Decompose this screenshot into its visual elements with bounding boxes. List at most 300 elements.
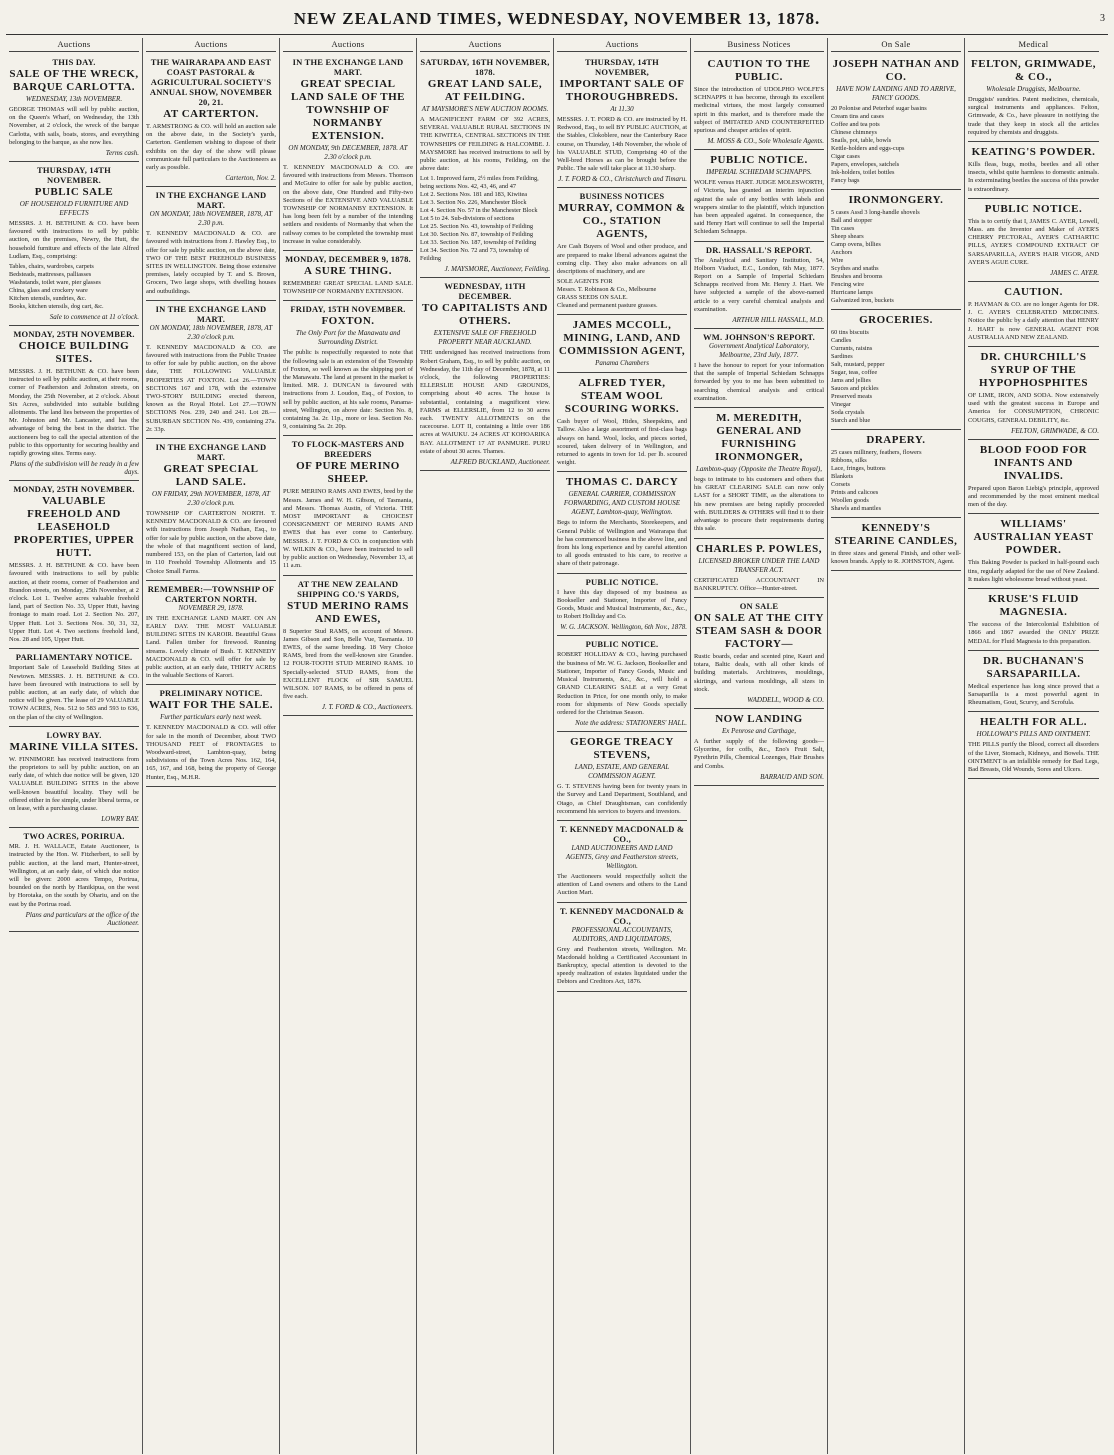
column-heading: Business Notices	[694, 38, 824, 52]
ad-body: T. KENNEDY MACDONALD & CO. will offer for sale in the month of December, about TWO THOUSAND FEET of FRONTAGES to Woodward-street, Lambton-quay, being subdivisions of the Town Acres Nos. 162, 164, 165, 167, and 168, being the property of George Hunter, Esq., M.H.R.	[146, 724, 276, 781]
advertisement	[9, 162, 139, 326]
ad-body: Are Cash Buyers of Wool and other produce, and are prepared to make liberal advances against the coming clip. They also make advances on all descriptions of machinery, and are	[557, 243, 687, 276]
ad-list-item: Cigar cases	[831, 153, 860, 160]
ad-sub: HAVE NOW LANDING AND TO ARRIVE, FANCY GOODS.	[836, 85, 956, 102]
ad-list-item: SOLE AGENTS FOR	[557, 278, 613, 286]
ad-heading: VALUABLE FREEHOLD AND LEASEHOLD PROPERTIES, UPPER HUTT.	[13, 495, 135, 560]
ad-sub: ON MONDAY, 18th NOVEMBER, 1878, AT 2.30 p.m.	[149, 210, 273, 228]
ad-list	[420, 175, 550, 263]
ad-title: AT THE NEW ZEALAND SHIPPING CO.'S YARDS,	[297, 578, 399, 599]
ad-body: W. FINNIMORE has received instructions from the proprietors to sell by public auction, on an early date, of which due notice will be given, 120 VALUABLE BUILDING SITES in the above well-known beautiful locality. They will be offered either in fee simple, under liberal terms, or on lease, with a purchasing clause.	[9, 755, 139, 812]
ad-sub: Wholesale Druggists, Melbourne.	[986, 85, 1081, 93]
ad-list-item: Tin cases	[831, 225, 855, 232]
ad-title: WM. JOHNSON'S REPORT.	[703, 332, 815, 343]
ad-list-item: Ball and stopper	[831, 217, 873, 224]
advertisement	[968, 54, 1099, 142]
ad-list-item: Bedsteads, mattresses, palliasses	[9, 271, 92, 279]
advertisement	[831, 310, 961, 430]
advertisement	[694, 242, 824, 329]
ad-heading: MARINE VILLA SITES.	[9, 740, 139, 753]
ad-list-item: Preserved meats	[831, 393, 873, 400]
ad-body: TOWNSHIP OF CARTERTON NORTH. T. KENNEDY MACDONALD & CO. are favoured with instructions from Joseph Nathan, Esq., to offer for sale by public auction, on the above date, the whole of that magnificent section of land, numbered 153, on the plan of Carterton, laid out in 110 Freehold Township Allotments and 15 Choice Small Farms.	[146, 510, 276, 575]
ad-list-item: Fencing wire	[831, 281, 865, 288]
ad-list-item: Lot 25. Section No. 43, township of Feilding	[420, 223, 533, 231]
ad-body: P. HAYMAN & CO. are no longer Agents for DR. J. C. AYER'S CELEBRATED MEDICINES. Notice the public by a daily attention that HENRY J. HART is now GENERAL AGENT FOR AUSTRALIA AND NEW ZEALAND.	[968, 301, 1099, 341]
ad-heading: MURRAY, COMMON & CO., STATION AGENTS,	[558, 202, 686, 241]
ad-heading: JOSEPH NATHAN AND CO.	[832, 58, 960, 83]
ad-list-item: Currants, raisins	[831, 345, 873, 352]
ad-title: TWO ACRES, PORIRUA.	[23, 831, 125, 842]
ad-body: 8 Superior Stud RAMS, on account of Messrs. James Gibson and Son, Belle Vue, Tasmania. 10 EWES, of the same breeding. 18 Very Choice RAMS, bred from the well-known sire Grandee. 12 FOUR-TOOTH STUD MERINO RAMS. 10 Specially-selected STUD RAMS, from the EXCELLENT FLOCK of SIR SAMUEL WILSON. 107 RAMS, to be offered in pens of five each.	[283, 627, 413, 701]
ad-sign: W. G. JACKSON. Wellington, 6th Nov., 1878.	[560, 623, 687, 632]
ad-list-item: Lot 34. Section No. 72 and 73, township of Feilding	[420, 247, 529, 263]
advertisement	[9, 54, 139, 162]
advertisement	[557, 903, 687, 992]
ad-list-item: Ink-holders, toilet bottles	[831, 169, 895, 176]
ad-heading: WILLIAMS' AUSTRALIAN YEAST POWDER.	[973, 518, 1094, 557]
column-4	[417, 38, 554, 1454]
ad-body: IN THE EXCHANGE LAND MART. ON AN EARLY DAY. THE MOST VALUABLE BUILDING SITES IN KAROIR. Beautiful Grass Land. Fallen timber for firewood. Running streams. Lovely climate of Bush. T. KENNEDY MACDONALD & CO. will offer for sale by public auction, at an early date, THIRTY ACRES in the valuable Sections of Karori.	[146, 614, 276, 680]
ad-list-item: 20 Polonise and Peterhof sugar basins	[831, 105, 927, 112]
ad-sign: WADDELL, WOOD & CO.	[747, 695, 824, 704]
advertisement	[146, 301, 276, 439]
ad-body: WOLFE versus HART. JUDGE MOLESWORTH, of Victoria, has granted an interim injunction against the sale of any bottles with labels and wrappers similar to the plaintiff, which injunction has been appealed against. In consequence, the said Henry Hart will continue to sell the Imperial Schiedam Schnapps.	[694, 179, 824, 236]
ad-body: G. T. STEVENS having been for twenty years in the Survey and Land Department, Southland, and Otago, as Chief Draughtsman, can confidently recommend his services to buyers and investors.	[557, 783, 687, 815]
ad-sub: GENERAL CARRIER, COMMISSION FORWARDING, AND CUSTOM HOUSE AGENT, Lambton-quay, Wellington.	[563, 490, 681, 517]
advertisement	[694, 329, 824, 408]
ad-sub: Further particulars early next week.	[160, 713, 262, 722]
ad-body: This Baking Powder is packed in half-pound each tins, regularly adapted for the use of New Zealand. It makes light wholesome bread without yeast.	[968, 559, 1099, 583]
ad-heading: THOMAS C. DARCY	[565, 476, 679, 489]
ad-title: ON SALE	[739, 600, 779, 611]
ad-list-item: Messrs. T. Robinson & Co., Melbourne	[557, 286, 657, 294]
ad-body: Rustic boards, cedar and scented pine, Kauri and totara, Baltic deals, with all other kinds of building materials. Architraves, mouldings, skirtings, and various mouldings, all sizes in stock.	[694, 652, 824, 693]
ad-sub: ON FRIDAY, 29th NOVEMBER, 1878, AT 2.30 o'clock p.m.	[152, 490, 270, 508]
ad-list-item: Lot 4. Section No. 57 in the Manchester Block	[420, 207, 538, 215]
ad-heading: M. MEREDITH, GENERAL AND FURNISHING IRONMONGER,	[715, 412, 803, 464]
advertisement	[557, 636, 687, 732]
ad-body: THE undersigned has received instructions from Robert Graham, Esq., to sell by public auction, on Wednesday, the 11th day of December, 1878, at 11 o'clock, the following PROPERTIES: ELLERSLIE HOUSE AND GROUNDS, comprising about 40 acres. The house is substantial, containing a magnificent view. FARMS at ELLERSLIE, from 12 to 30 acres each. TWENTY ALLOTMENTS on the racecourse. LOT II, containing a little over 186 acres at WAIUKU. 24 ACRES AT KOHOARIKA BAY. ALLOTMENT 17 AT PANMURE. PURU estate of about 30 acres. Thames.	[420, 349, 550, 455]
ad-list-item: Lot 5 to 24. Sub-divisions of sections	[420, 215, 515, 223]
ad-body: Important Sale of Leasehold Building Sites at Newtown. MESSRS. J. H. BETHUNE & CO. have been favoured with instructions to sell by public auction, at an early date, of which due notice will be given. The lease of 29 VALUABLE TOWN ACRES, Nos. 512 to 583 and 593 to 636, on the plan of the city of Wellington.	[9, 664, 139, 721]
advertisement	[968, 712, 1099, 779]
ad-list-item: Anchors	[831, 249, 853, 256]
column-1	[6, 38, 143, 1454]
ad-list-item: Sardines	[831, 353, 853, 360]
ad-body: The Analytical and Sanitary Institution, 54, Holborn Viaduct, E.C., London, 6th May, 1877. Report on a Sample of Imperial Schiedam Schnapps received from Mr. Henry J. Hart. We have subjected a sample of the above-named article to a very careful chemical analysis and examination.	[694, 256, 824, 313]
ad-heading: CHARLES P. POWLES,	[696, 542, 822, 555]
ad-title: IN THE EXCHANGE LAND MART.	[155, 442, 267, 463]
ad-list-item: Vinegar	[831, 401, 851, 408]
column-heading: Medical	[968, 38, 1099, 52]
ad-heading: TO CAPITALISTS AND OTHERS.	[422, 302, 548, 328]
ad-body: ROBERT HOLLIDAY & CO., having purchased the business of Mr. W. G. Jackson, Bookseller and Stationer, Importer of Fancy Goods, Music and Musical Instruments, &c., &c., will hold a GRAND CLEARING SALE at a very Great Reduction in Price, for one month only, to make room for shipments of New Goods specially ordered for the Christmas Season.	[557, 651, 687, 716]
ad-sub: ON MONDAY, 18th NOVEMBER, 1878, AT 2.30 o'clock p.m.	[149, 323, 273, 341]
column-5	[554, 38, 691, 1454]
ad-heading: GEORGE TREACY STEVENS,	[570, 736, 674, 762]
ad-heading: GREAT LAND SALE, AT FEILDING.	[427, 78, 543, 103]
ad-body: T. KENNEDY MACDONALD & CO. are favoured with instructions from J. Hawley Esq., to offer for sale by public auction, on the above date, TWO OF THE BEST FREEHOLD BUSINESS SITES IN WELLINGTON. Being those extensive premises, lately occupied by T. and S. Brown, Grocers, Two large shops, with dwelling houses and outbuildings.	[146, 230, 276, 295]
columns	[6, 38, 1108, 1454]
ad-body: I have this day disposed of my business as Bookseller and Stationer, Importer of Fancy Goods, Music and Musical Instruments, &c., &c., to Robert Holliday and Co.	[557, 588, 687, 621]
ad-body: MESSRS. J. T. FORD & CO. are instructed by H. Redwood, Esq., to sell BY PUBLIC AUCTION, at the Stables, Clokoblere, near the Canterbury Race course, on Thursday, 14th November, the whole of his VALUABLE STUD, Comprising 40 of the Well-bred Horses as can be brought before the Public. The sale will take place at 11.30 sharp.	[557, 116, 687, 173]
ad-title: PARLIAMENTARY NOTICE.	[15, 652, 133, 663]
ad-body: begs to intimate to his customers and others that his GREAT CLEARING SALE can now only LAST for a SHORT TIME, as the alterations to his new premises are being rapidly proceeded with. BUILDERS & OTHERS will find it to their advantage to procure their requirements during this sale.	[694, 476, 824, 533]
advertisement	[9, 326, 139, 481]
ad-list-item: Hurricane lamps	[831, 289, 873, 296]
column-heading: Auctions	[420, 38, 550, 52]
ad-list-item: Woollen goods	[831, 497, 869, 504]
ad-title: TO FLOCK-MASTERS AND BREEDERS	[291, 439, 405, 460]
advertisement	[420, 278, 550, 471]
ad-sub: Ex Penrose and Carthage,	[721, 726, 796, 735]
column-heading: Auctions	[557, 38, 687, 52]
masthead	[6, 4, 1108, 35]
advertisement	[557, 54, 687, 188]
ad-list-item: Coffee and tea pots	[831, 121, 880, 128]
ad-body: GEORGE THOMAS will sell by public auction, on the Queen's Wharf, on Wednesday, the 13th November, at 2 o'clock, the wreck of the barque Carlotta, with sails, boats, stores, and everything belonging to the barque, as she now lies.	[9, 106, 139, 146]
ad-list	[9, 263, 139, 311]
ad-sign: J. T. FORD & CO., Christchurch and Timaru.	[558, 175, 687, 184]
ad-body: The Auctioneers would respectfully solicit the attention of Land owners and others to the Land Auction Mart.	[557, 872, 687, 897]
ad-heading: IMPORTANT SALE OF THOROUGHBREDS.	[559, 78, 685, 103]
ad-sign: Carterton, Nov. 2.	[225, 174, 276, 183]
ad-sign: M. MOSS & CO., Sole Wholesale Agents.	[707, 137, 824, 146]
advertisement	[831, 54, 961, 190]
ad-body: MESSRS. J. H. BETHUNE & CO. have been favoured with instructions to sell by public auction, at their rooms, corner of Featherston and Brandon streets, on Monday, 25th November, at 2 o'clock. Lot 1. Twelve acres valuable freehold land, part of Section No. 33, Upper Hutt, having frontage to main road. Lot 2. Section No. 207, Upper Hutt. Lot 3. Sections Nos. 30, 31, 32, Upper Hutt. Lot 4. Two sections freehold land, Nos. 28 and 105, Upper Hutt.	[9, 562, 139, 644]
ad-heading: IRONMONGERY.	[848, 194, 944, 206]
ad-list-item: Brushes and brooms	[831, 273, 883, 280]
ad-heading: PUBLIC SALE	[34, 186, 114, 199]
advertisement	[557, 574, 687, 637]
ad-list-item: Salt, mustard, pepper	[831, 361, 885, 368]
advertisement	[146, 187, 276, 301]
ad-list-item: Sugar, teas, coffee	[831, 369, 878, 376]
ad-heading: OF PURE MERINO SHEEP.	[296, 460, 400, 486]
ad-body: Medical experience has long since proved that a Sarsaparilla is a most powerful agent in Rheumatism, Gout, Scurvy, and Scrofula.	[968, 682, 1099, 707]
ad-list	[831, 449, 961, 513]
advertisement	[283, 576, 413, 717]
column-heading: Auctions	[9, 38, 139, 52]
ad-list-item: GRASS SEEDS ON SALE.	[557, 294, 628, 302]
ad-sign: ARTHUR HILL HASSALL, M.D.	[732, 316, 824, 325]
ad-body: Kills fleas, bugs, moths, beetles and all other insects, whilst quite harmless to domestic animals. In exterminating beetles the success of this powder is extraordinary.	[968, 161, 1099, 193]
ad-sign: Plans and particulars at the office of the Auctioneer.	[25, 910, 139, 927]
ad-body: PURE MERINO RAMS AND EWES, bred by the Messrs. James and W. H. Gibson, of Tasmania, and Messrs. Thomas Austin, of Victoria. THE MOST IMPORTANT & CHOICEST CONSIGNMENT OF MERINO RAMS AND EWES that has ever come to Canterbury. MESSRS. J. T. FORD & CO. in conjunction with W. WILKIN & CO., have been instructed to sell by public auction on Wednesday, November 13, at 11 a.m.	[283, 488, 413, 570]
ad-sub: LAND AUCTIONEERS AND LAND AGENTS, Grey and Featherston streets, Wellington.	[565, 843, 679, 870]
ad-heading: FOXTON.	[321, 315, 375, 328]
advertisement	[9, 828, 139, 932]
advertisement	[283, 301, 413, 436]
ad-title: THURSDAY, 14TH NOVEMBER.	[37, 165, 111, 186]
ad-heading: NOW LANDING	[715, 712, 803, 725]
ad-heading: DRAPERY.	[866, 434, 926, 446]
ad-title: REMEMBER:—TOWNSHIP OF CARTERTON NORTH.	[147, 583, 275, 604]
advertisement	[831, 190, 961, 310]
ad-heading: AT CARTERTON.	[163, 108, 259, 120]
ad-sub: PROFESSIONAL ACCOUNTANTS, AUDITORS, AND LIQUIDATORS,	[571, 925, 673, 943]
advertisement	[694, 54, 824, 150]
advertisement	[694, 598, 824, 709]
advertisement	[557, 821, 687, 903]
ad-list-item: Fancy bags	[831, 177, 860, 184]
ad-title: T. KENNEDY MACDONALD & CO.,	[559, 823, 685, 844]
column-3	[280, 38, 417, 1454]
ad-sign: JAMES C. AYER.	[1050, 269, 1099, 278]
ad-body: in three sizes and general Finish, and other well-known brands. Apply to R. JOHNSTON, Agent.	[831, 550, 961, 566]
ad-title: BUSINESS NOTICES	[579, 191, 665, 202]
ad-heading: PUBLIC NOTICE.	[710, 154, 808, 167]
ad-list-item: Kitchen utensils, sundries, &c.	[9, 295, 87, 303]
advertisement	[557, 472, 687, 573]
advertisement	[831, 430, 961, 518]
ad-heading: KEATING'S POWDER.	[971, 146, 1096, 159]
ad-list-item: 25 cases millinery, feathers, flowers	[831, 449, 922, 456]
column-8	[965, 38, 1102, 1454]
ad-heading: CHOICE BUILDING SITES.	[18, 340, 130, 366]
ad-list-item: Sauces and pickles	[831, 385, 879, 392]
ad-heading: KRUSE'S FLUID MAGNESIA.	[988, 593, 1079, 619]
page-number: 3	[1100, 13, 1106, 24]
ad-list-item: Lot 33. Section No. 187, township of Feilding	[420, 239, 537, 247]
ad-body: T. KENNEDY MACDONALD & CO. are favoured with instructions from Messrs. Thomson and McGuire to offer for sale by public auction, on the above date, One Hundred and Fifty-two Sections of the EXTENSIVE AND VALUABLE TOWNSHIP OF NORMANBY EXTENSION. It has long been felt by a number of the intending settlers and residents of Normanby that when the railway comes to be completed the township must increase in value considerably.	[283, 164, 413, 245]
ad-title: SATURDAY, 16TH NOVEMBER, 1878.	[420, 57, 550, 77]
ad-list	[557, 278, 687, 310]
ad-body: Druggists' sundries. Patent medicines, chemicals, surgical instruments and appliances. Felton, Grimwade, & Co., have pleasure in notifying the trade that they keep in stock all the articles required by chemists and druggists.	[968, 96, 1099, 136]
ad-title: MONDAY, 25TH NOVEMBER.	[13, 484, 135, 495]
ad-list-item: Starch and blue	[831, 417, 871, 424]
column-heading: Auctions	[146, 38, 276, 52]
ad-heading: STUD MERINO RAMS AND EWES,	[287, 599, 409, 625]
ad-title: DR. HASSALL'S REPORT.	[705, 244, 813, 255]
advertisement	[968, 142, 1099, 199]
ad-list	[831, 329, 961, 425]
ad-title: LOWRY BAY.	[46, 729, 102, 740]
advertisement	[146, 54, 276, 187]
ad-body: MESSRS. J. H. BETHUNE & CO. have been favoured with instructions to sell by public auction, on the premises, Newry, the Hutt, the household furniture and effects of the late Alfred Ludlam, Esq., comprising:	[9, 220, 139, 260]
advertisement	[9, 727, 139, 828]
ad-list-item: 5 cases Assd 3 long-handle shovels	[831, 209, 920, 216]
ad-title: PRELIMINARY NOTICE.	[159, 688, 263, 699]
ad-heading: WAIT FOR THE SALE.	[148, 699, 274, 712]
advertisement	[694, 408, 824, 538]
ad-sign: FELTON, GRIMWADE, & CO.	[1011, 426, 1099, 435]
advertisement	[146, 581, 276, 686]
advertisement	[968, 589, 1099, 651]
ad-sign: ALFRED BUCKLAND, Auctioneer.	[450, 458, 550, 467]
advertisement	[968, 514, 1099, 589]
ad-body: The success of the Intercolonial Exhibition of 1866 and 1867 awarded the ONLY PRIZE MEDAL for Fluid Magnesia to this preparation.	[968, 621, 1099, 645]
advertisement	[9, 481, 139, 649]
ad-heading: GREAT SPECIAL LAND SALE OF THE TOWNSHIP OF NORMANBY EXTENSION.	[290, 78, 406, 142]
advertisement	[968, 440, 1099, 515]
ad-list-item: Snails, pot, table, bowls	[831, 137, 892, 144]
ad-title: PUBLIC NOTICE.	[585, 639, 659, 650]
ad-title: THE WAIRARAPA AND EAST COAST PASTORAL & AGRICULTURAL SOCIETY'S ANNUAL SHOW, NOVEMBER 20, 21.	[149, 57, 273, 107]
ad-sub: LAND, ESTATE, AND GENERAL COMMISSION AGENT.	[574, 763, 670, 781]
ad-list-item: Lot 1. Improved farm, 2½ miles from Feilding, being sections Nos. 42, 43, 46, and 47	[420, 175, 539, 191]
ad-body: This is to certify that I, JAMES C. AYER, Lowell, Mass. am the Inventor and Maker of AYER'S CHERRY PECTORAL, AYER'S CATHARTIC PILLS, AYER'S COMPOUND EXTRACT OF SARSAPARILLA, AYER'S HAIR VIGOR, AND AYER'S AGUE CURE.	[968, 217, 1099, 266]
ad-sub: Government Analytical Laboratory, Melbourne, 23rd July, 1877.	[709, 342, 809, 360]
ad-title: THIS DAY.	[52, 57, 96, 67]
ad-list-item: Chinese chimneys	[831, 129, 877, 136]
ad-list-item: Prints and calicoes	[831, 489, 879, 496]
ad-list-item: Soda crystals	[831, 409, 865, 416]
ad-title: FRIDAY, 15TH NOVEMBER.	[290, 304, 406, 315]
advertisement	[420, 54, 550, 278]
ad-title: THURSDAY, 14TH NOVEMBER,	[585, 57, 659, 77]
ad-list-item: China, glass and crockery ware	[9, 287, 88, 295]
ad-body: THE PILLS purify the Blood, correct all disorders of the Liver, Stomach, Kidneys, and Bowels. THE OINTMENT is an infallible remedy for Bad Legs, Bad Breasts, Old Wounds, Sores and Ulcers.	[968, 741, 1099, 773]
advertisement	[9, 649, 139, 726]
ad-body: Since the introduction of UDOLPHO WOLFE'S SCHNAPPS it has become, through its excellent medicinal virtues, the most largely consumed spirit in this market, and is therefore made the subject of IMITATED AND COUNTERFEITED spurious and cheaper articles of spirit.	[694, 86, 824, 135]
ad-list-item: Blankets	[831, 473, 854, 480]
ad-list-item: Kettle-holders and eggs-cups	[831, 145, 905, 152]
advertisement	[694, 709, 824, 786]
ad-body: I have the honour to report for your information that the sample of Imperial Schiedam Schnapps forwarded by you to me has been submitted to searching chemical analysis and critical examination.	[694, 362, 824, 402]
ad-heading: PUBLIC NOTICE.	[984, 202, 1083, 215]
ad-body: Grey and Featherston streets, Wellington. Mr. Macdonald holding a Certificated Accountant in Bankruptcy, special attention is devoted to the speedy realization of estates liquidated under the Debtors and Creditors Act, 1876.	[557, 945, 687, 986]
ad-body: Begs to inform the Merchants, Storekeepers, and General Public of Wellington and Wairarapa that he has commenced business in the above line, and from his long experience and by careful attention to all goods entrusted to his care, to receive a share of their patronage.	[557, 519, 687, 568]
ad-sign: Terms cash.	[105, 149, 139, 158]
ad-sign: J. MAYSMORE, Auctioneer, Feilding.	[444, 265, 550, 274]
ad-body: Cash buyer of Wool, Hides, Sheepskins, and Tallow. Also a large assortment of first-class bags always on hand. Wool, locks, and pieces sorted, scoured, taken delivery of in Wellington, and returned to agents in town for 1d. per lb. scoured weight.	[557, 418, 687, 467]
ad-title: IN THE EXCHANGE LAND MART.	[292, 57, 404, 77]
ad-list	[831, 209, 961, 305]
ad-heading: GROCERIES.	[859, 314, 933, 326]
column-heading: On Sale	[831, 38, 961, 52]
ad-list-item: Shawls and mantles	[831, 505, 882, 512]
ad-sub: ON MONDAY, 9th DECEMBER, 1878. AT 2.30 o'clock p.m.	[288, 144, 408, 161]
ad-sign: Plans of the subdivision will be ready in a few days.	[9, 460, 139, 477]
ad-list-item: Sheep shears	[831, 233, 864, 240]
ad-list-item: Lot 3. Section No. 226, Manchester Block	[420, 199, 527, 207]
ad-sub: The Only Port for the Manawatu and Surrounding District.	[295, 329, 401, 347]
ad-body: The public is respectfully requested to note that the following sale is an extension of the Township of Foxton, so well known as the shipping port of the Manawatu. The land at present in the market is limited. MR. J. DUNCAN is favoured with instructions from J. Loudon, Esq., of Foxton, to sell by public auction, at his sale rooms, Panama-street, Wellington, on above date: Section No. 8, containing 3a. 2r. 11p., more or less. Section No. 9, containing 5a. 2r. 20p.	[283, 349, 413, 431]
advertisement	[694, 539, 824, 598]
advertisement	[283, 54, 413, 251]
ad-list-item: Galvanized iron, buckets	[831, 297, 894, 304]
ad-title: MONDAY, DECEMBER 9, 1878.	[285, 254, 411, 265]
ad-list-item: Books, kitchen utensils, dog cart, &c.	[9, 303, 104, 311]
ad-heading: A SURE THING.	[304, 265, 392, 278]
ad-list-item: Corsets	[831, 481, 850, 488]
ad-sub: HOLLOWAY'S PILLS AND OINTMENT.	[976, 730, 1091, 739]
advertisement	[968, 347, 1099, 440]
ad-heading: DR. CHURCHILL'S SYRUP OF THE HYPOPHOSPHITES	[978, 351, 1089, 390]
ad-body: T. KENNEDY MACDONALD & CO. are favoured with instructions from the Public Trustee to offer for sale by public auction, on the above date, THE FOLLOWING VALUABLE PROPERTIES AT FOXTON. Lot 26.—TOWN SECTIONS 167 and 178, with the extensive TWO-STORY BUILDING erected thereon, known as the Royal Hotel. Lot 27.—TOWN SECTIONS Nos. 239, 240 and 241. Lot 28.—SUBURBAN SECTION No. 439, containing 27a. 2r. 33p.	[146, 343, 276, 433]
advertisement	[968, 199, 1099, 282]
ad-list-item: Lot 2. Sections Nos. 181 and 183, Kiwitea	[420, 191, 528, 199]
ad-heading: DR. BUCHANAN'S SARSAPARILLA.	[982, 654, 1085, 680]
advertisement	[557, 188, 687, 315]
ad-body: CERTIFICATED ACCOUNTANT IN BANKRUPTCY. Office—Hunter-street.	[694, 576, 824, 592]
ad-list-item: 60 tins biscuits	[831, 329, 869, 336]
advertisement	[146, 439, 276, 581]
ad-title: MONDAY, 25TH NOVEMBER.	[13, 329, 135, 340]
ad-sub: At 11.30	[610, 105, 634, 113]
ad-list-item: Jams and jellies	[831, 377, 871, 384]
ad-list-item: Lot 30. Section No. 87, township of Feilding	[420, 231, 533, 239]
ad-sub: AT MAYSMORE'S NEW AUCTION ROOMS.	[421, 105, 549, 113]
ad-list-item: Tables, chairs, wardrobes, carpets	[9, 263, 94, 271]
ad-body: MR. J. H. WALLACE, Estate Auctioneer, is instructed by the Hon. W. Fitzherbert, to sell by public auction, at the land mart, Hunter-street, Wellington, at an early date, of which due notice will be given: 2000 acres Tempo, Porirua, bounded on the north by Hanikipua, on the west by Horotaka, on the south by Ohariu, and on the east by the Porirua road.	[9, 843, 139, 908]
ad-sign: J. T. FORD & CO., Auctioneers.	[321, 703, 413, 712]
ad-heading: ON SALE AT THE CITY STEAM SASH & DOOR FACTORY—	[694, 611, 824, 650]
ad-sub: Lambton-quay (Opposite the Theatre Royal),	[696, 465, 822, 474]
advertisement	[146, 685, 276, 786]
ad-heading: SALE OF THE WRECK, BARQUE CARLOTTA.	[9, 68, 139, 93]
masthead-title: NEW ZEALAND TIMES, WEDNESDAY, NOVEMBER 13, 1878.	[293, 9, 821, 28]
ad-list-item: Wire	[831, 257, 844, 264]
ad-heading: BLOOD FOOD FOR INFANTS AND INVALIDS.	[979, 443, 1088, 482]
advertisement	[283, 436, 413, 575]
advertisement	[283, 251, 413, 301]
ad-list-item: Washstands, toilet ware, pier glasses	[9, 279, 101, 287]
advertisement	[557, 315, 687, 373]
advertisement	[694, 150, 824, 241]
ad-sub: IMPERIAL SCHIEDAM SCHNAPPS.	[706, 168, 812, 177]
advertisement	[968, 282, 1099, 347]
advertisement	[557, 373, 687, 472]
ad-title: IN THE EXCHANGE LAND MART.	[155, 190, 267, 211]
ad-list-item: Papers, envelopes, satchels	[831, 161, 900, 168]
ad-title: T. KENNEDY MACDONALD & CO.,	[559, 905, 685, 926]
ad-body: REMEMBER! GREAT SPECIAL LAND SALE. TOWNSHIP OF NORMANBY EXTENSION.	[283, 280, 413, 296]
ad-body: MESSRS. J. H. BETHUNE & CO. have been instructed to sell by public auction, at their rooms, corner of Featherston and Johnston streets, on Monday, the 25th November, at 2 o'clock. About Six Acres, subdivided into suitable building allotments. The land lies between the properties of Mr. Johnston and Mr. Lancaster, and has the advantage of being the best in the district. The auctioneers beg to call the special attention of the public to this opportunity for securing healthy and rapidly growing sites. Terms easy.	[9, 368, 139, 458]
ad-sub: WEDNESDAY, 13th NOVEMBER.	[25, 95, 123, 103]
ad-heading: KENNEDY'S STEARINE CANDLES,	[834, 522, 958, 547]
advertisement	[557, 732, 687, 821]
ad-body: OF LIME, IRON, AND SODA. Now extensively used with the greatest success in Europe and America for CONSUMPTION, CHRONIC COUGHS, GENERAL DEBILITY, &c.	[968, 392, 1099, 424]
ad-sign: LOWRY BAY.	[101, 815, 139, 824]
ad-heading: CAUTION.	[1004, 286, 1063, 299]
ad-heading: HEALTH FOR ALL.	[979, 716, 1088, 729]
ad-heading: GREAT SPECIAL LAND SALE.	[163, 463, 259, 489]
ad-list-item: Lace, fringes, buttons	[831, 465, 886, 472]
ad-heading: JAMES MCCOLL, MINING, LAND, AND COMMISSION AGENT,	[558, 319, 686, 358]
column-2	[143, 38, 280, 1454]
ad-body: T. ARMSTRONG & CO. will hold an auction sale on the above date, in the Society's yards, Carterton. Gentlemen wishing to dispose of their exhibits on the day of the show will please communicate full particulars to the Auctioneers as early as possible.	[146, 123, 276, 172]
ad-heading: CAUTION TO THE PUBLIC.	[707, 58, 811, 83]
ad-title: WEDNESDAY, 11TH DECEMBER.	[444, 281, 526, 302]
ad-sub: LICENSED BROKER UNDER THE LAND TRANSFER ACT.	[698, 556, 820, 574]
ad-sign: Sale to commence at 11 o'clock.	[49, 313, 139, 322]
ad-list-item: Scythes and snaths	[831, 265, 879, 272]
ad-sign: Note the address: STATIONERS' HALL.	[575, 719, 687, 728]
ad-list-item: Cream tins and cases	[831, 113, 884, 120]
ad-sign: BARRAUD AND SON.	[760, 772, 824, 781]
ad-heading: ALFRED TYER, STEAM WOOL SCOURING WORKS.	[564, 377, 680, 416]
ad-sub: Panama Chambers	[595, 359, 649, 368]
ad-list-item: Camp ovens, billies	[831, 241, 881, 248]
ad-body: Prepared upon Baron Liebig's principle, approved and recommended by the most eminent medical men of the day.	[968, 484, 1099, 509]
ad-list-item: Ribbons, silks	[831, 457, 867, 464]
column-heading: Auctions	[283, 38, 413, 52]
ad-body: A further supply of the following goods— Glycerine, for coffs, &c., Eno's Fruit Salt, Pyrethrin Pills, Chemical Lozenges, Hair Brushes and Combs.	[694, 737, 824, 770]
ad-sub: NOVEMBER 29, 1878.	[178, 603, 244, 612]
ad-title: PUBLIC NOTICE.	[585, 576, 659, 587]
ad-list	[831, 105, 961, 185]
ad-body: A MAGNIFICENT FARM OF 392 ACRES, SEVERAL VALUABLE RURAL SECTIONS IN THE KIWITEA, CENTRAL SECTIONS IN THE TOWNSHIPS OF FEILDING & HALCOMBE. J. MAYSMORE has received instructions to sell by public auction, at his rooms, Feilding, on the above date:	[420, 116, 550, 173]
ad-sub: OF HOUSEHOLD FURNITURE AND EFFECTS	[19, 200, 129, 218]
ad-list-item: Cleaned and permanent pasture grasses.	[557, 302, 658, 310]
ad-title: IN THE EXCHANGE LAND MART.	[155, 303, 267, 324]
column-6	[691, 38, 828, 1454]
advertisement	[831, 518, 961, 571]
ad-list-item: Candles	[831, 337, 852, 344]
column-7	[828, 38, 965, 1454]
